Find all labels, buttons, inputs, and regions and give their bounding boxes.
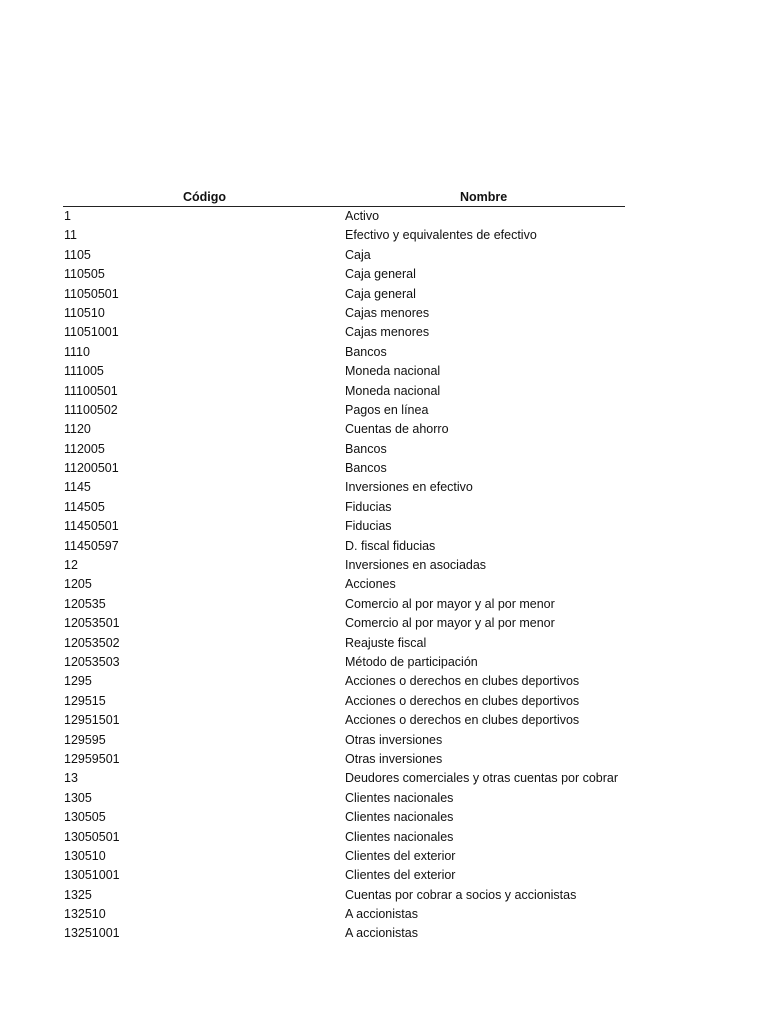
table-row <box>63 226 625 245</box>
account-name-cell: Clientes del exterior <box>345 868 456 883</box>
table-row <box>63 556 625 575</box>
accounts-table <box>63 188 625 944</box>
table-body <box>63 207 625 944</box>
table-row <box>63 459 625 478</box>
table-row <box>63 401 625 420</box>
table-row <box>63 478 625 497</box>
account-code-cell: 11100502 <box>64 402 118 417</box>
account-code-cell: 12 <box>64 558 78 573</box>
account-name-cell: A accionistas <box>345 907 418 922</box>
table-row <box>63 731 625 750</box>
account-code-cell: 114505 <box>64 499 105 514</box>
table-row <box>63 866 625 885</box>
table-row <box>63 789 625 808</box>
account-code-cell: 111005 <box>64 364 104 379</box>
table-row <box>63 343 625 362</box>
account-name-cell: Caja general <box>345 286 416 301</box>
account-name-cell: Método de participación <box>345 654 478 669</box>
account-name-cell: A accionistas <box>345 926 418 941</box>
table-row <box>63 595 625 614</box>
table-row <box>63 614 625 633</box>
account-code-cell: 1 <box>64 209 71 223</box>
table-row <box>63 207 625 226</box>
account-name-cell: Bancos <box>345 461 387 476</box>
account-code-cell: 12053501 <box>64 616 120 631</box>
table-row <box>63 285 625 304</box>
account-name-cell: Otras inversiones <box>345 751 443 766</box>
account-code-cell: 12959501 <box>64 751 120 766</box>
account-code-cell: 11 <box>64 228 77 243</box>
table-row <box>63 246 625 265</box>
account-name-cell: Moneda nacional <box>345 364 441 379</box>
column-header-name: Nombre <box>460 190 508 204</box>
table-header <box>63 188 625 207</box>
account-code-cell: 130510 <box>64 848 106 863</box>
table-row <box>63 711 625 730</box>
table-row <box>63 517 625 536</box>
account-name-cell: Acciones <box>345 577 396 592</box>
account-name-cell: D. fiscal fiducias <box>345 538 436 553</box>
account-name-cell: Acciones o derechos en clubes deportivos <box>345 693 580 708</box>
table-row <box>63 575 625 594</box>
account-name-cell: Clientes nacionales <box>345 810 454 825</box>
account-code-cell: 112005 <box>64 441 105 456</box>
table-row <box>63 362 625 381</box>
account-code-cell: 1325 <box>64 887 92 902</box>
table-row <box>63 847 625 866</box>
table-row <box>63 924 625 943</box>
account-code-cell: 13 <box>64 771 78 786</box>
account-name-cell: Cajas menores <box>345 325 430 340</box>
table-row <box>63 537 625 556</box>
account-code-cell: 11450501 <box>64 519 119 534</box>
account-code-cell: 12053502 <box>64 635 120 650</box>
account-code-cell: 1105 <box>64 247 91 262</box>
table-row <box>63 440 625 459</box>
account-code-cell: 129515 <box>64 693 106 708</box>
account-code-cell: 1145 <box>64 480 91 495</box>
account-code-cell: 11100501 <box>64 383 118 398</box>
account-code-cell: 13251001 <box>64 926 120 941</box>
account-name-cell: Efectivo y equivalentes de efectivo <box>345 228 537 243</box>
table-row <box>63 886 625 905</box>
account-code-cell: 132510 <box>64 907 106 922</box>
account-code-cell: 13051001 <box>64 868 120 883</box>
table-row <box>63 323 625 342</box>
table-row <box>63 420 625 439</box>
account-code-cell: 11050501 <box>64 286 119 301</box>
account-name-cell: Acciones o derechos en clubes deportivos <box>345 674 580 689</box>
table-row <box>63 304 625 323</box>
account-name-cell: Fiducias <box>345 519 392 534</box>
account-code-cell: 12951501 <box>64 713 120 728</box>
account-code-cell: 110510 <box>64 305 105 320</box>
account-name-cell: Cuentas de ahorro <box>345 422 449 437</box>
table-row <box>63 692 625 711</box>
table-row <box>63 634 625 653</box>
account-code-cell: 1205 <box>64 577 92 592</box>
column-header-code: Código <box>183 190 227 204</box>
account-name-cell: Comercio al por mayor y al por menor <box>345 616 555 631</box>
account-code-cell: 110505 <box>64 267 105 282</box>
account-name-cell: Activo <box>345 209 380 223</box>
account-code-cell: 11051001 <box>64 325 119 340</box>
account-name-cell: Comercio al por mayor y al por menor <box>345 596 555 611</box>
account-name-cell: Reajuste fiscal <box>345 635 427 650</box>
account-name-cell: Inversiones en efectivo <box>345 480 473 495</box>
account-code-cell: 120535 <box>64 596 106 611</box>
account-name-cell: Inversiones en asociadas <box>345 558 487 573</box>
account-name-cell: Caja <box>345 247 371 262</box>
account-name-cell: Fiducias <box>345 499 392 514</box>
account-name-cell: Clientes nacionales <box>345 829 454 844</box>
account-name-cell: Cuentas por cobrar a socios y accionistas <box>345 887 577 902</box>
table-row <box>63 265 625 284</box>
table-row <box>63 672 625 691</box>
table-row <box>63 653 625 672</box>
account-name-cell: Bancos <box>345 441 387 456</box>
account-code-cell: 1305 <box>64 790 92 805</box>
account-code-cell: 13050501 <box>64 829 120 844</box>
account-name-cell: Otras inversiones <box>345 732 443 747</box>
account-code-cell: 129595 <box>64 732 106 747</box>
table-row <box>63 828 625 847</box>
account-name-cell: Pagos en línea <box>345 402 429 417</box>
table-row <box>63 750 625 769</box>
account-name-cell: Bancos <box>345 344 387 359</box>
account-name-cell: Acciones o derechos en clubes deportivos <box>345 713 580 728</box>
table-row <box>63 382 625 401</box>
table-row <box>63 498 625 517</box>
account-name-cell: Clientes nacionales <box>345 790 454 805</box>
account-code-cell: 1295 <box>64 674 92 689</box>
account-code-cell: 12053503 <box>64 654 120 669</box>
account-name-cell: Clientes del exterior <box>345 848 456 863</box>
account-name-cell: Cajas menores <box>345 305 430 320</box>
account-code-cell: 1120 <box>64 422 91 437</box>
account-code-cell: 1110 <box>64 344 90 359</box>
account-name-cell: Moneda nacional <box>345 383 441 398</box>
account-code-cell: 11200501 <box>64 461 119 476</box>
table-row <box>63 905 625 924</box>
account-name-cell: Deudores comerciales y otras cuentas por cobrar <box>345 771 619 786</box>
table-row <box>63 808 625 827</box>
account-name-cell: Caja general <box>345 267 416 282</box>
table-row <box>63 769 625 788</box>
account-code-cell: 130505 <box>64 810 106 825</box>
account-code-cell: 11450597 <box>64 538 119 553</box>
